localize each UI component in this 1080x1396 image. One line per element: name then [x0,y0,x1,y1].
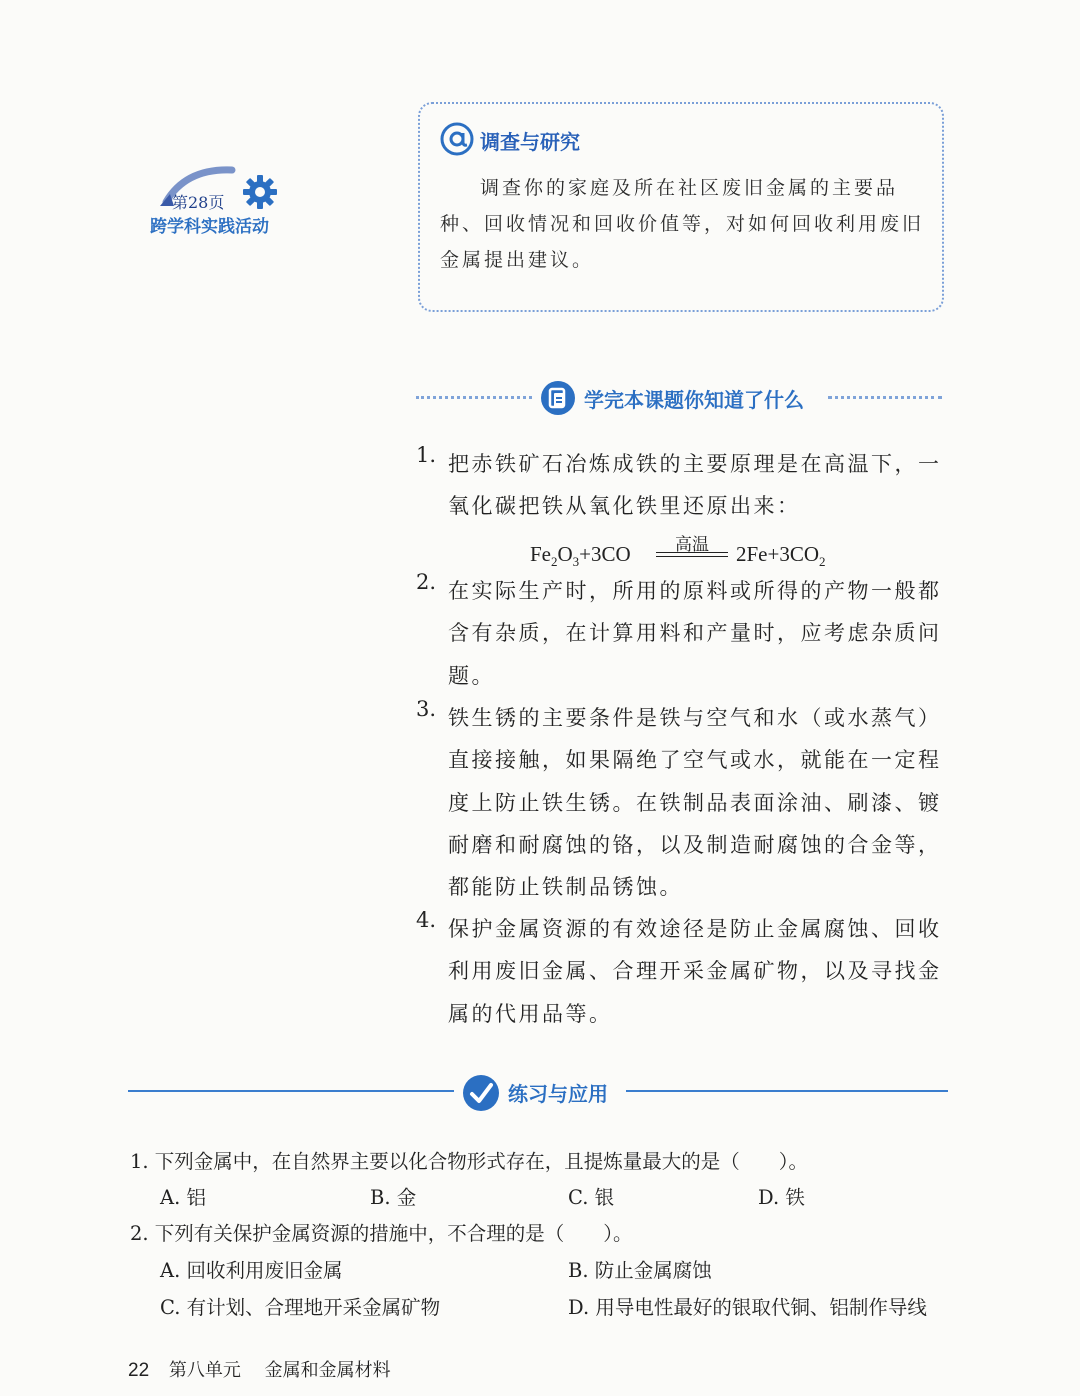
gear-icon [242,174,278,210]
question-2-option-d: D. 用导电性最好的银取代铜、铝制作导线 [568,1296,927,1319]
research-box [418,102,944,312]
activity-label: 跨学科实践活动 [150,217,269,237]
page-reference: 第28页 [172,193,225,212]
item-number: 1. [416,443,437,467]
unit-title: 金属和金属材料 [264,1360,391,1381]
cross-subject-tag [146,166,286,236]
equation-left-side: $Fe_2O_3+3CO$ [530,542,631,570]
question-1-stem: 1. 下列金属中，在自然界主要以化合物形式存在，且提炼量最大的是（ ）。 [130,1150,809,1173]
item-text: 保护金属资源的有效途径是防止金属腐蚀、回收利用废旧金属、合理开采金属矿物，以及寻找金属的代用品等。 [448,917,942,1026]
chemical-equation [530,530,830,574]
question-2-option-c: C. 有计划、合理地开采金属矿物 [160,1296,441,1319]
question-2-stem: 2. 下列有关保护金属资源的措施中，不合理的是（ ）。 [130,1222,633,1245]
question-2-option-a: A. 回收利用废旧金属 [160,1259,343,1282]
item-text: 在实际生产时，所用的原料或所得的产物一般都含有杂质，在计算用料和产量时，应考虑杂质问题。 [448,579,942,688]
item-number: 2. [416,570,437,594]
question-1-option-a: A. 铝 [160,1186,206,1209]
page-footer [128,1356,391,1382]
item-text: 把赤铁矿石冶炼成铁的主要原理是在高温下，一氧化碳把铁从氧化铁里还原出来： [448,452,942,519]
practice-title: 练习与应用 [508,1082,608,1106]
divider-right [828,396,942,399]
item-number: 3. [416,697,437,721]
question-1-option-b: B. 金 [370,1186,417,1209]
research-body: 调查你的家庭及所在社区废旧金属的主要品种、回收情况和回收价值等，对如何回收利用废旧金属提出建议。 [440,177,925,271]
at-sign-icon [440,122,474,156]
question-1-option-d: D. 铁 [758,1186,805,1209]
divider-left [128,1090,454,1092]
document-icon [540,380,576,416]
question-1-option-c: C. 银 [568,1186,615,1209]
item-number: 4. [416,908,437,932]
divider-left [416,396,532,399]
reaction-condition: 高温 [675,535,709,555]
item-text: 铁生锈的主要条件是铁与空气和水（或水蒸气）直接接触，如果隔绝了空气或水，就能在一定程度上防止铁生锈。在铁制品表面涂油、刷漆、镀耐磨和耐腐蚀的铬，以及制造耐腐蚀的合金等，都能防止铁制品锈蚀。 [448,706,942,900]
page-number: 22 [128,1360,150,1381]
divider-right [626,1090,948,1092]
unit-label: 第八单元 [168,1360,241,1381]
question-2-option-b: B. 防止金属腐蚀 [568,1259,712,1282]
equals-sign [656,552,728,557]
research-title: 调查与研究 [480,130,580,154]
pencil-check-icon [462,1074,500,1112]
equation-right-side: $2Fe+3CO_2$ [736,542,826,570]
summary-title: 学完本课题你知道了什么 [584,388,804,412]
